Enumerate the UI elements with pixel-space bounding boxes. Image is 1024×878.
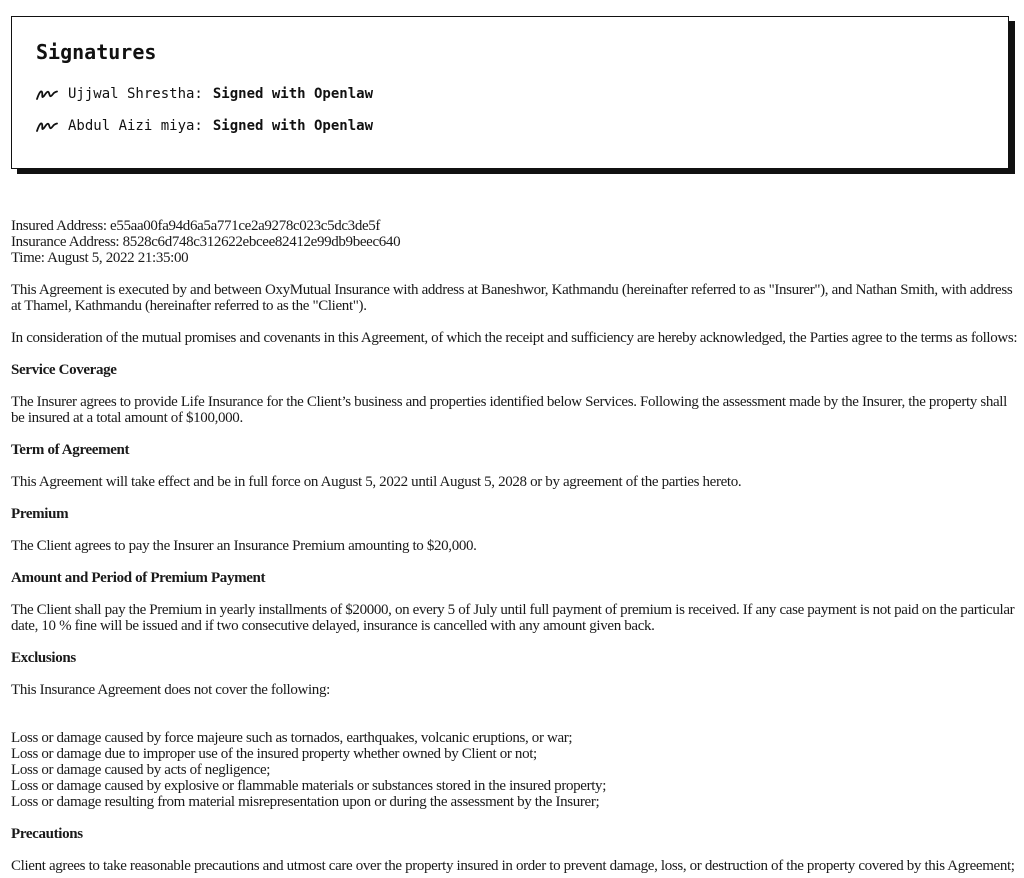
section-heading-term: Term of Agreement: [11, 442, 130, 458]
section-heading-service-coverage: Service Coverage: [11, 362, 117, 378]
agreement-document: [11, 218, 1018, 878]
signatures-title: Signatures: [36, 40, 157, 64]
intro-paragraph: This Agreement is executed by and between OxyMutual Insurance with address at Baneshwor, Kathmandu (hereinafter referred to as "Insurer"), and Nathan Smith, with address at Thamel, Kathmandu (hereinafter referred to as the "Client").: [11, 282, 1013, 314]
exclusions-text: This Insurance Agreement does not cover the following:: [11, 682, 330, 698]
signer-name: Abdul Aizi miya:: [68, 118, 203, 134]
service-coverage-text: The Insurer agrees to provide Life Insurance for the Client’s business and properties identified below Services. Following the assessment made by the Insurer, the property shall be insured at a total amount of $100,000.: [11, 394, 1007, 426]
premium-text: The Client agrees to pay the Insurer an Insurance Premium amounting to $20,000.: [11, 538, 477, 554]
precautions-text: Client agrees to take reasonable precautions and utmost care over the property insured in order to prevent damage, loss, or destruction of the property covered by this Agreement;: [11, 858, 1015, 874]
signer-name: Ujjwal Shrestha:: [68, 86, 203, 102]
signer-status: Signed with Openlaw: [212, 86, 374, 102]
section-heading-premium: Premium: [11, 506, 69, 522]
insurance-address: Insurance Address: 8528c6d748c312622ebcee82412e99db9beec640: [11, 234, 401, 250]
section-heading-precautions: Precautions: [11, 826, 83, 842]
payment-text: The Client shall pay the Premium in yearly installments of $20000, on every 5 of July until full payment of premium is received. If any case payment is not paid on the particular date, 10 % fine will be issued and if two consecutive delayed, insurance is cancelled with any amount given back.: [11, 602, 1015, 634]
exclusions-list: [11, 714, 1015, 810]
agreement-time: Time: August 5, 2022 21:35:00: [11, 250, 189, 266]
section-heading-exclusions: Exclusions: [11, 650, 76, 666]
list-item: Loss or damage resulting from material misrepresentation upon or during the assessment by the Insurer;: [11, 794, 600, 810]
signer-status: Signed with Openlaw: [212, 118, 374, 134]
signer-row: [36, 86, 373, 102]
signer-row: [36, 118, 373, 134]
list-item: Loss or damage caused by force majeure such as tornados, earthquakes, volcanic eruptions, or war;: [11, 730, 573, 746]
signature-icon: [36, 119, 58, 133]
signatures-card: [11, 16, 1009, 169]
signature-icon: [36, 87, 58, 101]
list-item: Loss or damage caused by explosive or flammable materials or substances stored in the insured property;: [11, 778, 607, 794]
list-item: Loss or damage caused by acts of negligence;: [11, 762, 271, 778]
insured-address: Insured Address: e55aa00fa94d6a5a771ce2a9278c023c5dc3de5f: [11, 218, 381, 234]
agreement-meta: [11, 218, 1015, 266]
consideration-paragraph: In consideration of the mutual promises and covenants in this Agreement, of which the receipt and sufficiency are hereby acknowledged, the Parties agree to the terms as follows:: [11, 330, 1018, 346]
list-item: Loss or damage due to improper use of the insured property whether owned by Client or not;: [11, 746, 537, 762]
term-text: This Agreement will take effect and be in full force on August 5, 2022 until August 5, 2028 or by agreement of the parties hereto.: [11, 474, 742, 490]
section-heading-payment: Amount and Period of Premium Payment: [11, 570, 266, 586]
